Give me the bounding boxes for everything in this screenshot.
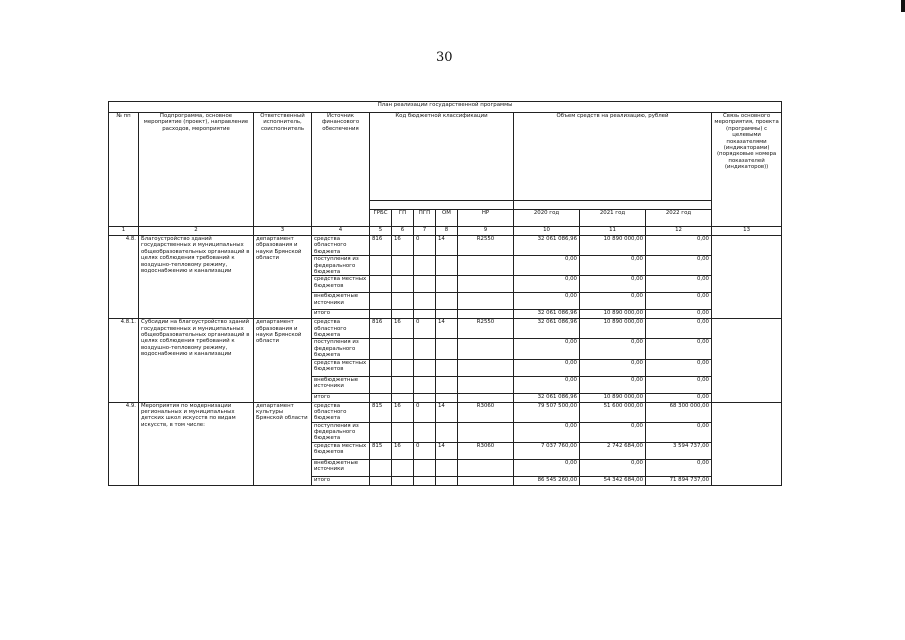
cell-2021: 0,00 [580,339,646,359]
row-source: средства местных бюджетов [312,359,370,376]
header-subprogram: Подпрограмма, основное мероприятие (проект), направление расходов, мероприятие [139,113,254,227]
cell-nr [458,476,514,485]
row-source: итого [312,393,370,402]
column-number: 12 [646,227,712,236]
row-source: поступления из федерального бюджета [312,422,370,442]
header-nr: НР [458,210,514,227]
column-number: 8 [436,227,458,236]
column-number: 7 [414,227,436,236]
column-number: 11 [580,227,646,236]
table-row [109,236,782,256]
cell-2022: 0,00 [646,359,712,376]
cell-nr [458,359,514,376]
cell-om [436,376,458,393]
cell-2021: 0,00 [580,359,646,376]
cell-grbs [370,393,392,402]
cell-gp: 16 [392,236,414,256]
column-number: 3 [254,227,312,236]
row-source: средства областного бюджета [312,402,370,422]
row-executor: департамент образования и науки Брянской области [254,236,312,319]
cell-2020: 0,00 [514,359,580,376]
cell-gp [392,393,414,402]
cell-pgp: 0 [414,319,436,339]
cell-2022: 0,00 [646,459,712,476]
column-number: 13 [712,227,782,236]
row-name: Мероприятия по модернизации региональных и муниципальных детских школ искусств по видам искусств, в том числе: [139,402,254,485]
cell-gp [392,376,414,393]
cell-nr [458,310,514,319]
cell-grbs [370,376,392,393]
cell-om [436,310,458,319]
cell-2021: 0,00 [580,376,646,393]
scan-edge-mark [901,0,905,12]
cell-2022: 0,00 [646,276,712,293]
cell-gp [392,310,414,319]
cell-2022: 0,00 [646,319,712,339]
header-pgp: ПГП [414,210,436,227]
cell-2020: 79 507 500,00 [514,402,580,422]
page-number: 30 [436,50,453,65]
cell-2021: 51 600 000,00 [580,402,646,422]
header-2022: 2022 год [646,210,712,227]
cell-nr [458,422,514,442]
header-executor: Ответственный исполнитель, соисполнитель [254,113,312,227]
cell-2020: 32 061 086,96 [514,319,580,339]
row-source: средства областного бюджета [312,236,370,256]
plan-table [108,101,782,486]
row-link [712,236,782,319]
cell-pgp: 0 [414,442,436,459]
column-number: 2 [139,227,254,236]
cell-gp [392,256,414,276]
cell-om [436,339,458,359]
cell-2020: 0,00 [514,422,580,442]
cell-2021: 10 890 000,00 [580,236,646,256]
cell-2021: 10 890 000,00 [580,393,646,402]
cell-gp: 16 [392,442,414,459]
column-number: 6 [392,227,414,236]
cell-pgp [414,476,436,485]
cell-pgp [414,310,436,319]
cell-om [436,393,458,402]
cell-om [436,293,458,310]
cell-nr [458,276,514,293]
row-source: внебюджетные источники [312,293,370,310]
cell-nr [458,376,514,393]
cell-grbs [370,476,392,485]
row-source: поступления из федерального бюджета [312,339,370,359]
cell-gp [392,276,414,293]
cell-2022: 0,00 [646,236,712,256]
cell-om [436,476,458,485]
cell-2021: 2 742 684,00 [580,442,646,459]
cell-grbs: 816 [370,236,392,256]
column-number-row [109,227,782,236]
cell-grbs [370,339,392,359]
column-number: 10 [514,227,580,236]
cell-om [436,359,458,376]
cell-2022: 0,00 [646,293,712,310]
column-number: 4 [312,227,370,236]
cell-2022: 0,00 [646,310,712,319]
cell-pgp [414,422,436,442]
cell-2020: 0,00 [514,276,580,293]
cell-om: 14 [436,442,458,459]
cell-om: 14 [436,236,458,256]
row-source: поступления из федерального бюджета [312,256,370,276]
cell-gp [392,359,414,376]
table-row [109,402,782,422]
cell-pgp [414,359,436,376]
cell-pgp [414,256,436,276]
cell-gp [392,422,414,442]
row-source: итого [312,476,370,485]
header-num: № пп [109,113,139,227]
cell-gp [392,293,414,310]
row-name: Субсидии на благоустройство зданий государственных и муниципальных общеобразовательных организаций в целях соблюдения требований к воздушно-тепловому режиму, водоснабжению и канализации [139,319,254,402]
row-number: 4.8.1. [109,319,139,402]
cell-2021: 10 890 000,00 [580,310,646,319]
cell-2020: 32 061 086,96 [514,236,580,256]
cell-pgp: 0 [414,236,436,256]
cell-pgp [414,459,436,476]
header-volume-gap [514,201,712,210]
row-executor: департамент образования и науки Брянской области [254,319,312,402]
cell-om [436,422,458,442]
header-source: Источник финансового обеспечения [312,113,370,227]
cell-2020: 0,00 [514,459,580,476]
cell-pgp [414,393,436,402]
row-source: внебюджетные источники [312,459,370,476]
cell-gp: 16 [392,402,414,422]
plan-title: План реализации государственной программы [109,102,782,113]
cell-2022: 0,00 [646,339,712,359]
cell-nr [458,459,514,476]
cell-2022: 0,00 [646,376,712,393]
cell-grbs [370,276,392,293]
cell-2022: 68 300 000,00 [646,402,712,422]
cell-2021: 0,00 [580,256,646,276]
row-source: средства местных бюджетов [312,442,370,459]
column-number: 1 [109,227,139,236]
cell-nr: R2550 [458,319,514,339]
cell-nr [458,256,514,276]
cell-om: 14 [436,402,458,422]
cell-pgp [414,339,436,359]
cell-2021: 54 342 684,00 [580,476,646,485]
cell-nr [458,393,514,402]
column-number: 9 [458,227,514,236]
cell-2021: 0,00 [580,422,646,442]
header-om: ОМ [436,210,458,227]
cell-gp: 16 [392,319,414,339]
header-grbs: ГРБС [370,210,392,227]
cell-grbs [370,359,392,376]
row-source: внебюджетные источники [312,376,370,393]
header-volume: Объем средств на реализацию, рублей [514,113,712,201]
cell-grbs [370,293,392,310]
cell-grbs: 815 [370,402,392,422]
cell-grbs: 816 [370,319,392,339]
row-number: 4.9. [109,402,139,485]
cell-2022: 0,00 [646,256,712,276]
cell-nr: R2550 [458,236,514,256]
cell-grbs [370,422,392,442]
cell-om [436,256,458,276]
table-row [109,319,782,339]
row-executor: департамент культуры Брянской области [254,402,312,485]
cell-2020: 86 545 260,00 [514,476,580,485]
cell-gp [392,459,414,476]
cell-pgp [414,276,436,293]
row-number: 4.8. [109,236,139,319]
cell-2021: 0,00 [580,459,646,476]
column-number: 5 [370,227,392,236]
cell-om [436,276,458,293]
cell-pgp [414,376,436,393]
header-budget-code-gap [370,201,514,210]
cell-2022: 0,00 [646,422,712,442]
row-source: итого [312,310,370,319]
header-2020: 2020 год [514,210,580,227]
cell-grbs [370,256,392,276]
cell-2022: 3 594 737,00 [646,442,712,459]
header-2021: 2021 год [580,210,646,227]
cell-2021: 0,00 [580,293,646,310]
cell-2020: 32 061 086,96 [514,393,580,402]
cell-2020: 0,00 [514,376,580,393]
cell-2020: 0,00 [514,256,580,276]
row-name: Благоустройство зданий государственных и муниципальных общеобразовательных организаций в целях соблюдения требований к воздушно-тепловому режиму, водоснабжению и канализации [139,236,254,319]
cell-2020: 7 037 760,00 [514,442,580,459]
header-budget-code: Код бюджетной классификации [370,113,514,201]
header-link: Связь основного мероприятия, проекта (программы) с целевыми показателями (индикаторами) (порядковые номера показателей (индикаторов)) [712,113,782,227]
cell-grbs: 815 [370,442,392,459]
header-gp: ГП [392,210,414,227]
row-source: средства местных бюджетов [312,276,370,293]
cell-2021: 0,00 [580,276,646,293]
cell-2022: 71 894 737,00 [646,476,712,485]
cell-pgp: 0 [414,402,436,422]
cell-nr: R3060 [458,402,514,422]
cell-nr [458,339,514,359]
row-source: средства областного бюджета [312,319,370,339]
cell-om [436,459,458,476]
cell-nr [458,293,514,310]
cell-2020: 0,00 [514,293,580,310]
cell-nr: R3060 [458,442,514,459]
cell-2020: 0,00 [514,339,580,359]
cell-pgp [414,293,436,310]
row-link [712,402,782,485]
row-link [712,319,782,402]
cell-gp [392,339,414,359]
cell-2020: 32 061 086,96 [514,310,580,319]
cell-2021: 10 890 000,00 [580,319,646,339]
cell-grbs [370,310,392,319]
cell-om: 14 [436,319,458,339]
cell-grbs [370,459,392,476]
cell-gp [392,476,414,485]
cell-2022: 0,00 [646,393,712,402]
